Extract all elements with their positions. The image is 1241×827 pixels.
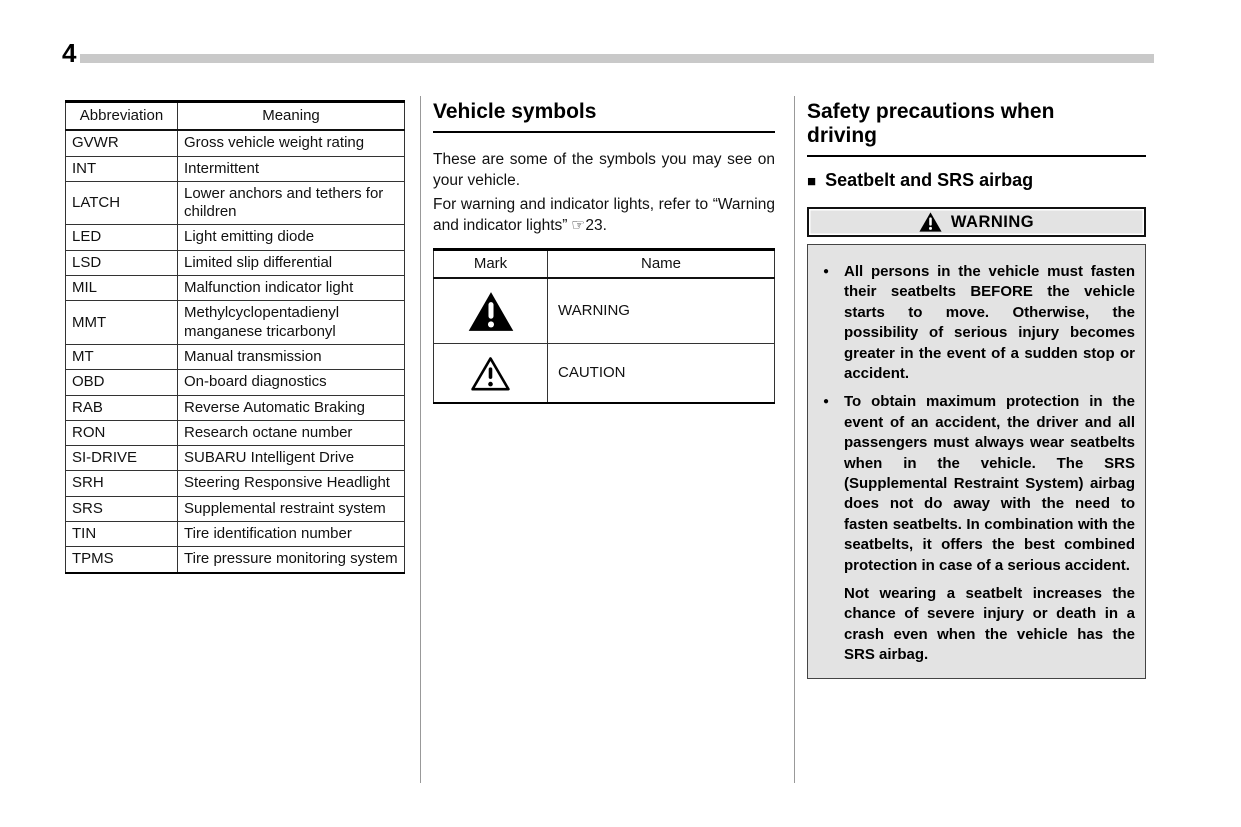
meaning-cell: Malfunction indicator light (178, 276, 405, 301)
abbreviation-cell: MT (66, 344, 178, 369)
column-divider (794, 96, 795, 783)
symbols-table-header (434, 249, 775, 278)
symbols-intro-text: These are some of the symbols you may see on your vehicle. (433, 151, 775, 189)
abbreviation-cell: TPMS (66, 547, 178, 573)
table-row (66, 370, 405, 395)
meaning-cell: Manual transmission (178, 344, 405, 369)
table-row (66, 471, 405, 496)
section-title: Vehicle symbols (433, 100, 775, 133)
meaning-cell: Steering Responsive Headlight (178, 471, 405, 496)
abbreviation-cell: SRH (66, 471, 178, 496)
symbol-name: CAUTION (548, 344, 775, 404)
meaning-cell: Reverse Automatic Braking (178, 395, 405, 420)
warning-triangle-filled-icon (468, 291, 514, 332)
table-row (66, 301, 405, 345)
warning-paragraph-text: All persons in the vehicle must fasten their seatbelts BEFORE the vehicle starts to move. Otherwise, the possibility of serious injury becomes greater in the event of a sudden stop or accident. (844, 263, 1135, 383)
table-row (434, 344, 775, 404)
meaning-cell: SUBARU Intelligent Drive (178, 446, 405, 471)
abbreviation-column (65, 100, 405, 574)
symbol-name: WARNING (548, 278, 775, 344)
warning-paragraph-text: Not wearing a seatbelt increases the chance of severe injury or death in a crash even when the vehicle has the SRS airbag. (844, 584, 1135, 664)
meaning-cell: Light emitting diode (178, 225, 405, 250)
column-divider (420, 96, 421, 783)
section-title: Safety precautions when driving (807, 100, 1146, 157)
table-row (66, 496, 405, 521)
abbreviation-cell: GVWR (66, 130, 178, 156)
meaning-cell: On-board diagnostics (178, 370, 405, 395)
meaning-cell: Tire pressure monitoring system (178, 547, 405, 573)
table-row (66, 130, 405, 156)
abbreviation-cell: RAB (66, 395, 178, 420)
meaning-cell: Research octane number (178, 420, 405, 445)
subsection-label: Seatbelt and SRS airbag (825, 170, 1034, 191)
meaning-cell: Supplemental restraint system (178, 496, 405, 521)
abbreviation-cell: MIL (66, 276, 178, 301)
meaning-cell: Tire identification number (178, 522, 405, 547)
meaning-cell: Lower anchors and tethers for children (178, 181, 405, 225)
table-row (66, 181, 405, 225)
abbreviation-cell: TIN (66, 522, 178, 547)
meaning-header-cell: Meaning (178, 102, 405, 131)
abbreviation-header-cell: Abbreviation (66, 102, 178, 131)
abbreviation-cell: LATCH (66, 181, 178, 225)
table-row (66, 446, 405, 471)
abbreviation-cell: INT (66, 156, 178, 181)
abbreviation-table-body (66, 130, 405, 572)
abbreviation-cell: MMT (66, 301, 178, 345)
abbreviation-cell: SRS (66, 496, 178, 521)
reference-page-number: 23. (585, 216, 607, 234)
caution-triangle-outline-icon (470, 355, 511, 392)
warning-paragraph (814, 584, 1137, 666)
meaning-cell: Gross vehicle weight rating (178, 130, 405, 156)
table-row (66, 522, 405, 547)
abbreviation-table (65, 100, 405, 574)
table-row (66, 225, 405, 250)
table-row (66, 156, 405, 181)
table-row (66, 276, 405, 301)
table-row (66, 420, 405, 445)
table-row (66, 344, 405, 369)
abbreviation-cell: RON (66, 420, 178, 445)
meaning-cell: Methylcyclopentadienyl manganese tricarbonyl (178, 301, 405, 345)
bullet-icon (814, 584, 844, 666)
warning-paragraph-text: To obtain maximum protection in the event of an accident, the driver and all passengers must always wear seatbelts when in the vehicle. The SRS (Supplemental Restraint System) airbag does not do away with the need to fasten seatbelts. In combination with the seatbelts, it offers the best combined protection in case of a serious accident. (844, 393, 1135, 574)
page-reference-icon: ☞ (571, 216, 586, 234)
table-row (66, 395, 405, 420)
symbols-table (433, 248, 775, 404)
page-number: 4 (62, 38, 77, 68)
meaning-cell: Limited slip differential (178, 250, 405, 275)
vehicle-symbols-section (433, 100, 775, 404)
square-bullet-icon: ■ (807, 172, 817, 190)
header-rule (80, 54, 1154, 63)
warning-triangle-filled-icon (919, 212, 942, 232)
symbols-reference-text: For warning and indicator lights, refer to “Warning and indicator lights” ☞23. (433, 196, 775, 234)
subsection-title (807, 171, 1146, 191)
warning-body-box (807, 244, 1146, 678)
warning-label: WARNING (950, 212, 1035, 231)
bullet-icon: ● (823, 396, 830, 408)
warning-paragraph (814, 392, 1137, 576)
table-row (66, 547, 405, 573)
meaning-cell: Intermittent (178, 156, 405, 181)
table-row (434, 278, 775, 344)
warning-title-box (807, 207, 1146, 237)
mark-header-cell: Mark (434, 249, 548, 278)
abbreviation-table-header (66, 102, 405, 131)
abbreviation-cell: OBD (66, 370, 178, 395)
bullet-icon: ● (823, 266, 830, 278)
abbreviation-cell: LED (66, 225, 178, 250)
table-row (66, 250, 405, 275)
warning-paragraph (814, 262, 1137, 384)
abbreviation-cell: LSD (66, 250, 178, 275)
name-header-cell: Name (548, 249, 775, 278)
abbreviation-cell: SI-DRIVE (66, 446, 178, 471)
safety-precautions-section (807, 100, 1146, 679)
